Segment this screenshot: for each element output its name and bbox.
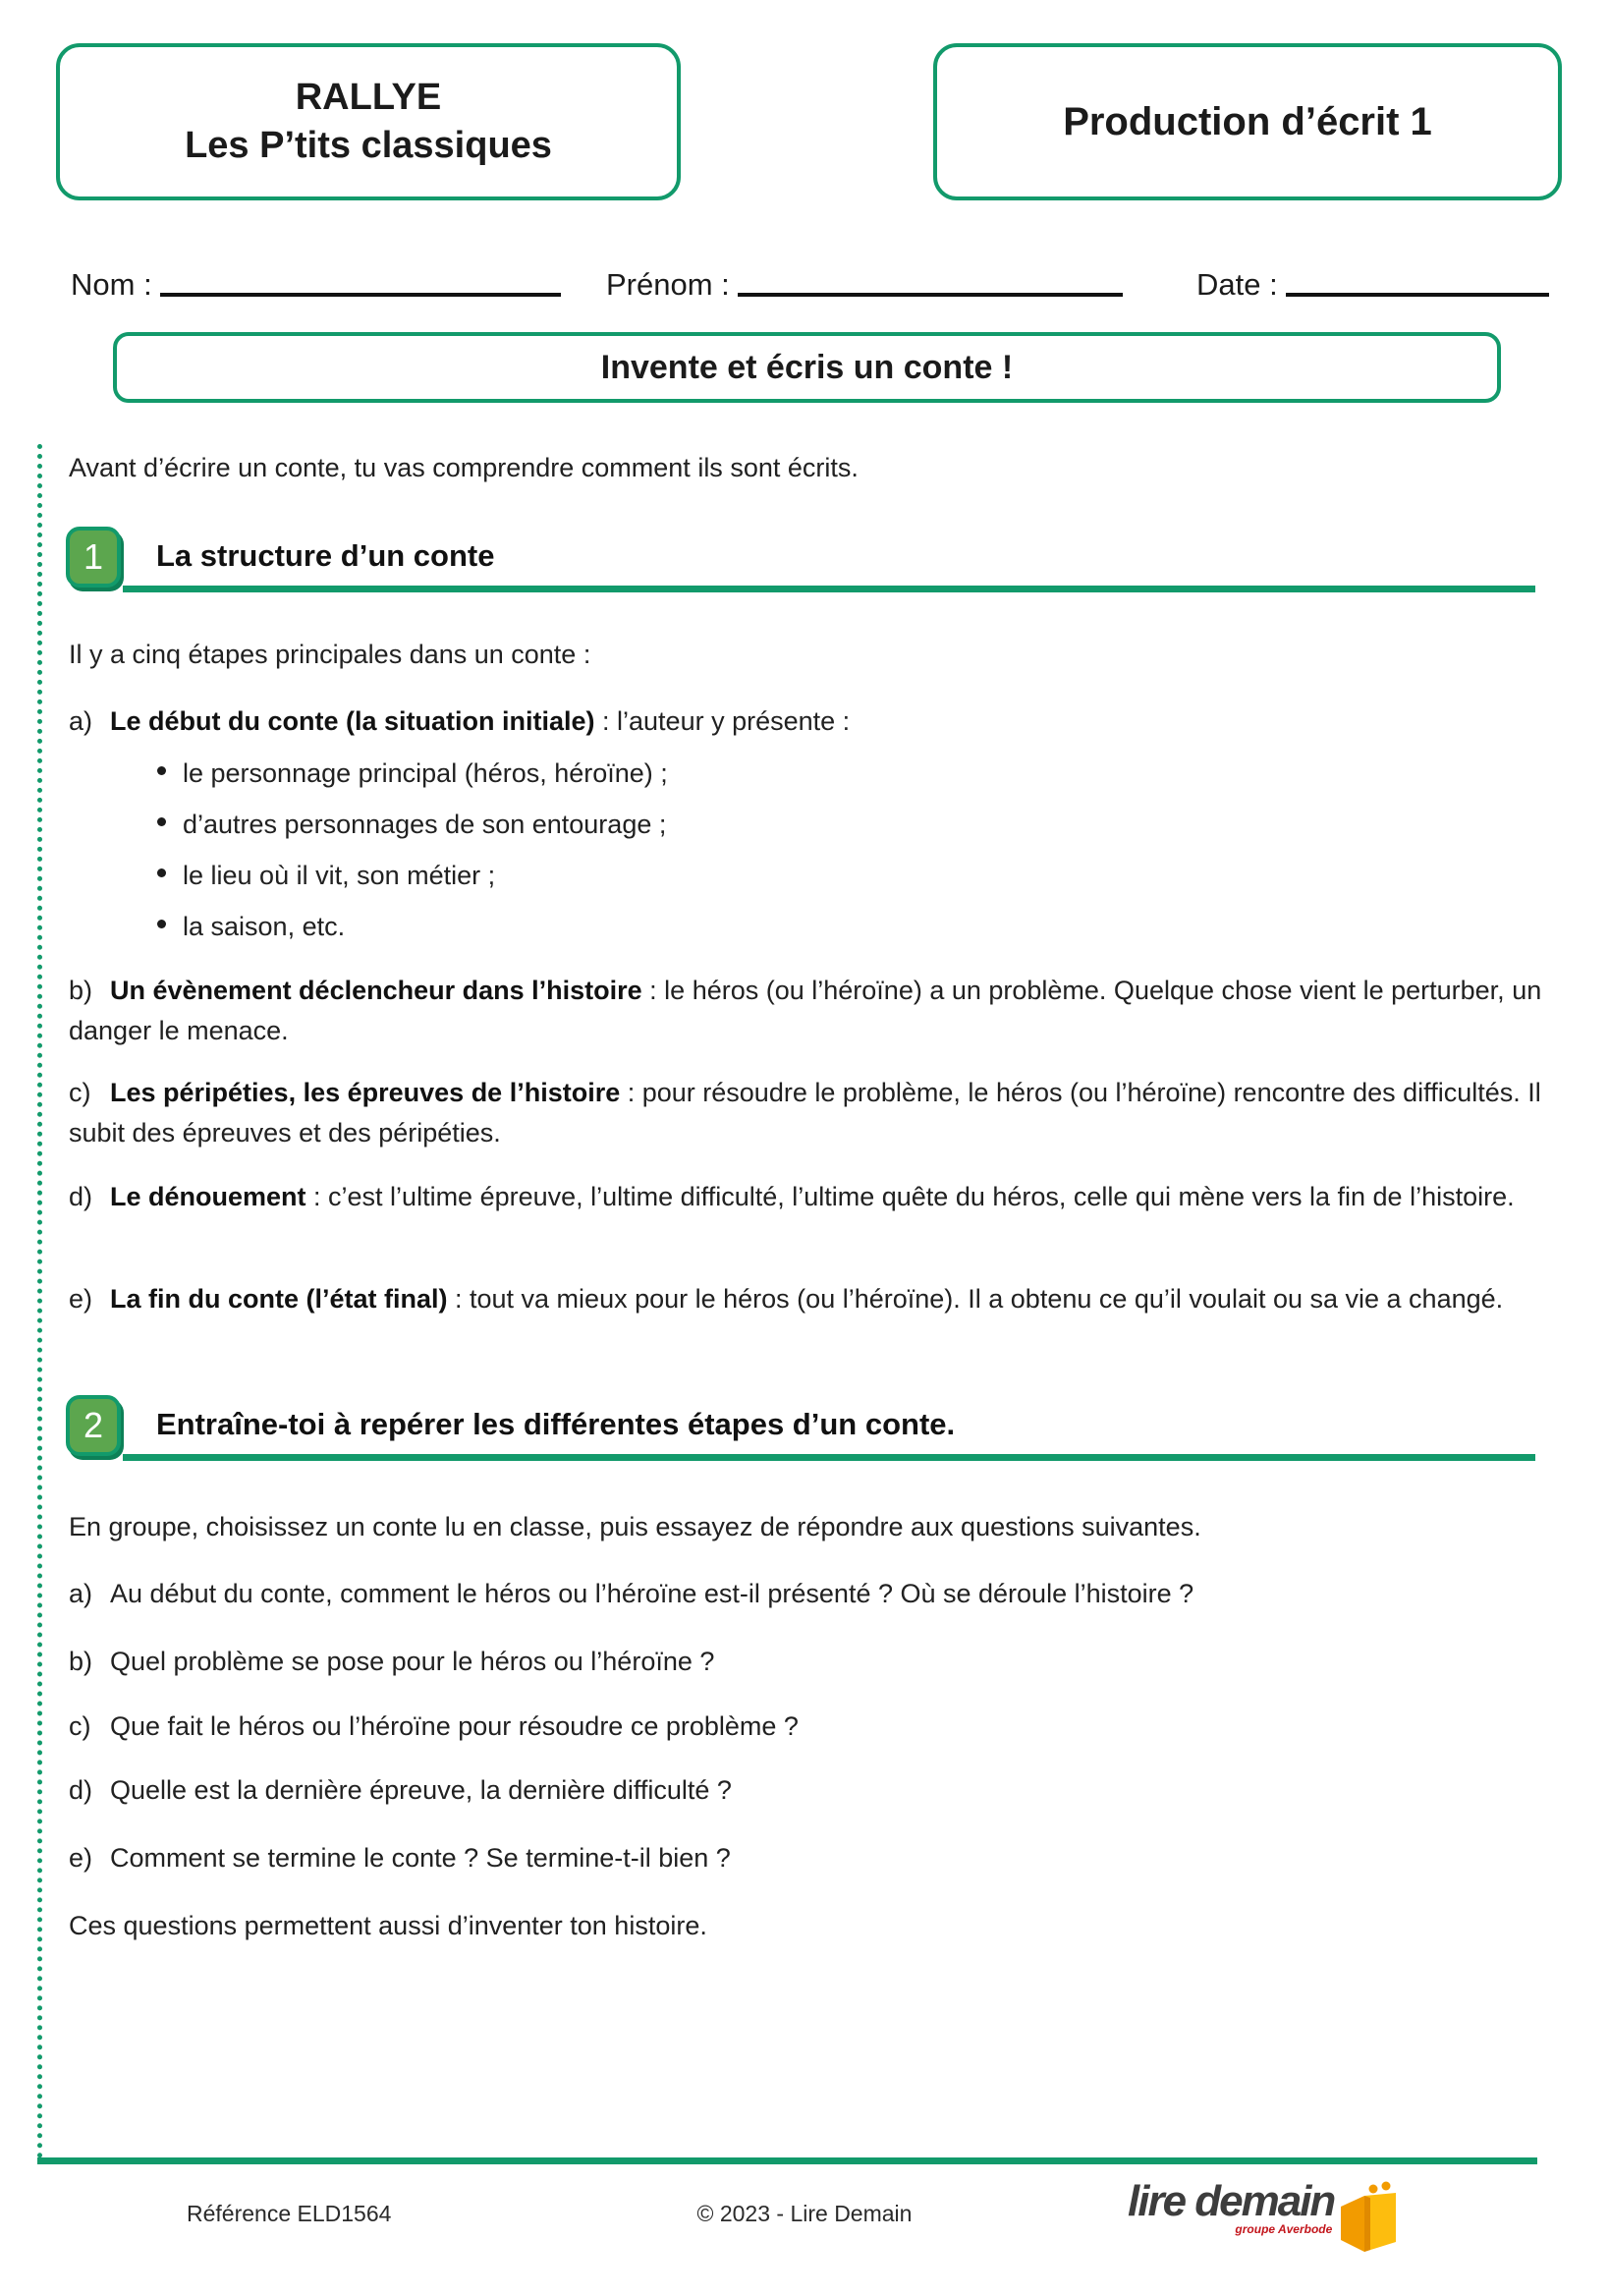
open-book-icon <box>1338 2181 1399 2256</box>
intro-paragraph: Avant d’écrire un conte, tu vas comprendre comment ils sont écrits. <box>69 453 859 482</box>
item-letter: a) <box>69 706 93 736</box>
nom-write-line <box>160 293 561 297</box>
question-text: Quel problème se pose pour le héros ou l’héroïne ? <box>110 1647 715 1676</box>
item-bold: Les péripéties, les épreuves de l’histoire <box>110 1078 621 1107</box>
item-letter: d) <box>69 1182 93 1211</box>
section2-closing: Ces questions permettent aussi d’inventer ton histoire. <box>69 1911 707 1940</box>
list-item <box>69 701 1542 742</box>
list-item <box>69 1177 1542 1217</box>
logo-text-wrap <box>1128 2179 1334 2236</box>
question-letter: c) <box>69 1711 91 1741</box>
date-field-group <box>1196 261 1549 303</box>
lire-demain-logo <box>1128 2179 1399 2256</box>
question-item <box>69 1838 1542 1878</box>
bullet-text: la saison, etc. <box>183 912 346 941</box>
question-letter: b) <box>69 1647 93 1676</box>
item-bold: La fin du conte (l’état final) <box>110 1284 448 1314</box>
section2-lead: En groupe, choisissez un conte lu en classe, puis essayez de répondre aux questions suivantes. <box>69 1512 1201 1541</box>
question-item <box>69 1574 1542 1614</box>
item-rest: : pour résoudre le problème, le héros (ou l’héroïne) rencontre des difficultés. Il subit des épreuves et des péripéties. <box>69 1078 1541 1148</box>
list-item <box>157 756 1513 791</box>
bullet-text: le lieu où il vit, son métier ; <box>183 861 496 890</box>
logo-group-label: groupe Averbode <box>1235 2222 1333 2237</box>
date-label: Date : <box>1196 267 1278 302</box>
list-item <box>157 910 1513 944</box>
section1-underline <box>123 586 1535 592</box>
footer-copyright: © 2023 - Lire Demain <box>696 2201 913 2226</box>
question-text: Au début du conte, comment le héros ou l’héroïne est-il présenté ? Où se déroule l’histoire ? <box>110 1579 1194 1608</box>
nom-label: Nom : <box>71 267 152 302</box>
prenom-label: Prénom : <box>606 267 730 302</box>
item-bold: Le début du conte (la situation initiale) <box>110 706 595 736</box>
question-letter: a) <box>69 1579 93 1608</box>
list-item <box>69 1073 1542 1152</box>
list-item <box>157 859 1513 893</box>
item-rest: : c’est l’ultime épreuve, l’ultime difficulté, l’ultime quête du héros, celle qui mène vers la fin de l’histoire. <box>305 1182 1515 1211</box>
prenom-write-line <box>738 293 1123 297</box>
prenom-field-group <box>606 261 1123 303</box>
question-text: Comment se termine le conte ? Se termine-t-il bien ? <box>110 1843 731 1873</box>
section2-number: 2 <box>83 1405 104 1445</box>
sheet-title-box <box>933 43 1562 200</box>
list-item <box>157 808 1513 842</box>
question-item <box>69 1642 1542 1682</box>
item-rest: : tout va mieux pour le héros (ou l’héroïne). Il a obtenu ce qu’il voulait ou sa vie a changé. <box>447 1284 1504 1314</box>
section1-lead: Il y a cinq étapes principales dans un conte : <box>69 640 591 669</box>
section2-underline <box>123 1454 1535 1461</box>
section1-header <box>66 527 1535 589</box>
section2-number-badge <box>66 1395 121 1456</box>
list-item <box>69 971 1542 1050</box>
question-text: Que fait le héros ou l’héroïne pour résoudre ce problème ? <box>110 1711 799 1741</box>
footer-rule <box>37 2157 1537 2164</box>
rally-line1: RALLYE <box>295 76 442 118</box>
section2-title: Entraîne-toi à repérer les différentes étapes d’un conte. <box>156 1407 956 1441</box>
footer-reference: Référence ELD1564 <box>187 2201 392 2226</box>
date-write-line <box>1286 293 1549 297</box>
question-letter: e) <box>69 1843 93 1873</box>
section1-title: La structure d’un conte <box>156 538 495 573</box>
item-letter: e) <box>69 1284 93 1314</box>
item-bold: Un évènement déclencheur dans l’histoire <box>110 976 642 1005</box>
item-letter: b) <box>69 976 93 1005</box>
nom-field-group <box>71 261 561 303</box>
logo-wordmark: lire demain <box>1128 2177 1335 2225</box>
main-title-box <box>113 332 1501 403</box>
section1-number-badge <box>66 527 121 588</box>
section2-header <box>66 1395 1535 1458</box>
main-title: Invente et écris un conte ! <box>600 348 1014 386</box>
bullet-icon <box>157 766 166 775</box>
item-rest: : l’auteur y présente : <box>594 706 851 736</box>
section1-number: 1 <box>83 536 104 577</box>
bullet-text: d’autres personnages de son entourage ; <box>183 810 667 839</box>
question-text: Quelle est la dernière épreuve, la dernière difficulté ? <box>110 1775 732 1805</box>
rally-title-box <box>56 43 681 200</box>
left-dotted-rule <box>37 444 42 2159</box>
list-item <box>69 1279 1542 1319</box>
bullet-icon <box>157 868 166 877</box>
bullet-icon <box>157 817 166 826</box>
question-item <box>69 1707 1542 1747</box>
bullet-icon <box>157 920 166 928</box>
item-letter: c) <box>69 1078 91 1107</box>
item-bold: Le dénouement <box>110 1182 306 1211</box>
bullet-text: le personnage principal (héros, héroïne) ; <box>183 758 668 788</box>
item-rest: : le héros (ou l’héroïne) a un problème. Quelque chose vient le perturber, un danger le menace. <box>69 976 1542 1045</box>
question-letter: d) <box>69 1775 93 1805</box>
question-item <box>69 1770 1542 1811</box>
rally-line2: Les P’tits classiques <box>185 125 552 166</box>
sheet-title: Production d’écrit 1 <box>1063 99 1432 143</box>
